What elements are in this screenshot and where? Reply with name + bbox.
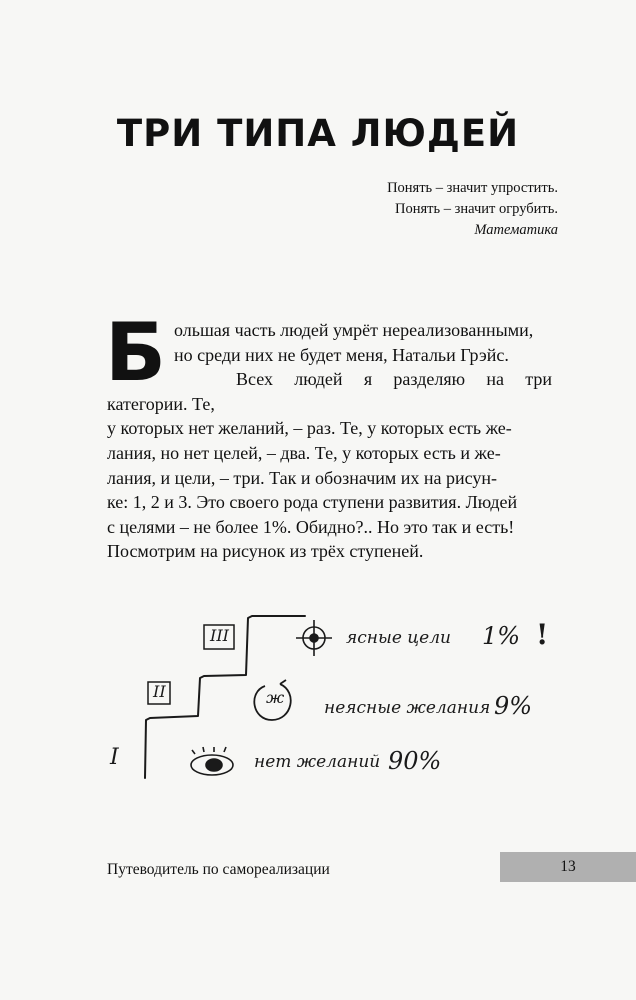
body-line: Всех людей я разделяю на три категории. Те, [107,369,552,414]
drop-cap: Б [105,306,166,399]
body-line: но среди них не будет меня, Натальи Грэйс. [173,344,509,365]
body-line: лания, и цели, – три. Так и обозначим их на рисун- [107,467,498,488]
chapter-title: ТРИ ТИПА ЛЮДЕЙ [116,112,520,155]
step-label-2: неясные желания [324,698,491,718]
body-line: с целями – не более 1%. Обидно?.. Но это так и есть! [107,516,515,537]
target-icon [296,620,332,656]
body-line: ольшая часть людей умрёт нереализованными, [173,320,534,340]
step-percent-3: 1% [482,622,521,650]
body-line: у которых нет желаний, – раз. Те, у которых есть же- [107,418,512,439]
epigraph-source: Математика [474,222,558,238]
body-line: ке: 1, 2 и 3. Это своего рода ступени развития. Людей [107,492,518,513]
epigraph-line-2: Понять – значит огрубить. [395,201,558,217]
epigraph [387,178,558,241]
page-number-badge [500,852,636,882]
eye-icon [191,747,233,775]
page-number: 13 [560,858,576,875]
stairs-figure [100,600,560,800]
step-numeral-1: I [110,745,119,770]
step-percent-1: 90% [388,747,442,775]
body-paragraph [105,306,552,564]
step-percent-2: 9% [494,692,533,720]
step-numeral-3: III [210,626,229,645]
wish-letter: ж [266,688,285,707]
body-line: лания, но нет целей, – два. Те, у которых есть и же- [107,442,501,463]
step-label-3: ясные цели [346,628,451,648]
epigraph-line-1: Понять – значит упростить. [387,180,558,196]
step-numeral-2: II [153,682,166,701]
running-footer: Путеводитель по самореализации [107,861,330,878]
exclamation-mark: ! [536,618,549,651]
step-label-1: нет желаний [254,752,381,772]
body-line: Посмотрим на рисунок из трёх ступеней. [107,541,424,562]
